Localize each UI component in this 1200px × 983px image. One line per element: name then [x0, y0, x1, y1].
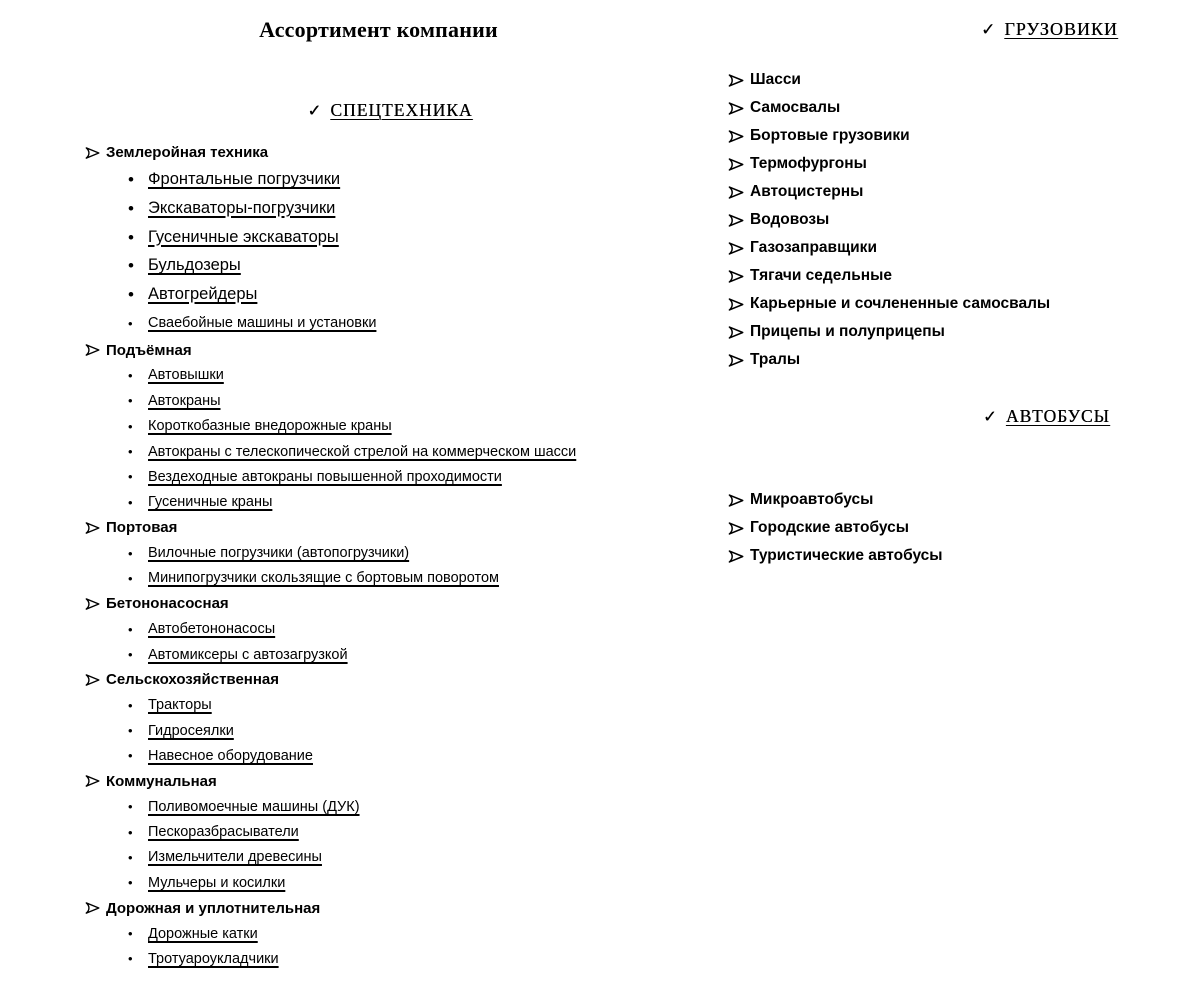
item-label: Автоцистерны [750, 183, 864, 200]
checkmark-icon: ✓ [983, 407, 997, 426]
item-link[interactable]: Вилочные погрузчики (автопогрузчики) [148, 545, 410, 562]
section-link-spectech[interactable]: СПЕЦТЕХНИКА [330, 100, 473, 120]
item-link[interactable]: Экскаваторы-погрузчики [148, 198, 336, 217]
list-item [85, 794, 685, 819]
list-item [728, 150, 1188, 178]
category-label: Сельскохозяйственная [106, 671, 279, 689]
arrowhead-icon [728, 354, 744, 367]
item-link[interactable]: Гидросеялки [148, 722, 234, 739]
arrowhead-icon [728, 242, 744, 255]
arrowhead-icon [728, 74, 744, 87]
category-label: Портовая [106, 519, 178, 537]
category-label: Дорожная и уплотнительная [106, 899, 321, 917]
list-item [85, 870, 685, 895]
item-label: Газозаправщики [750, 239, 877, 256]
list-item [85, 616, 685, 641]
list-item [85, 439, 685, 464]
arrowhead-icon [85, 522, 100, 534]
list-item [85, 540, 685, 565]
list-item [85, 251, 685, 280]
bullet-icon: • [128, 227, 134, 247]
bullet-icon: • [128, 393, 133, 409]
bullet-icon: • [128, 418, 133, 434]
list-item [85, 566, 685, 591]
list-item [85, 194, 685, 223]
bullet-icon: • [128, 621, 133, 637]
trucks-list [728, 66, 1188, 374]
list-item [85, 743, 685, 768]
category-row [85, 337, 685, 362]
list-item [85, 718, 685, 743]
list-item [728, 514, 1188, 542]
arrowhead-icon [728, 494, 744, 507]
list-item [85, 921, 685, 946]
category-label: Подъёмная [106, 341, 192, 359]
item-label: Тягачи седельные [750, 267, 892, 284]
list-item [85, 388, 685, 413]
list-item [85, 642, 685, 667]
section-header-trucks [981, 19, 1118, 40]
item-link[interactable]: Дорожные катки [148, 925, 258, 942]
bullet-icon: • [128, 799, 133, 815]
bullet-icon: • [128, 545, 133, 561]
arrowhead-icon [728, 158, 744, 171]
arrowhead-icon [728, 102, 744, 115]
item-link[interactable]: Измельчители древесины [148, 849, 322, 866]
page-title: Ассортимент компании [259, 17, 498, 42]
section-link-trucks[interactable]: ГРУЗОВИКИ [1004, 19, 1118, 39]
arrowhead-icon [85, 344, 100, 356]
item-link[interactable]: Автокраны [148, 392, 221, 409]
bullet-icon: • [128, 723, 133, 739]
arrowhead-icon [728, 326, 744, 339]
item-link[interactable]: Тракторы [148, 697, 212, 714]
bullet-icon: • [128, 494, 133, 510]
item-link[interactable]: Навесное оборудование [148, 747, 313, 764]
section-header-buses [983, 406, 1110, 427]
spectech-list [85, 140, 685, 972]
bullet-icon: • [128, 824, 133, 840]
item-label: Водовозы [750, 211, 830, 228]
list-item [728, 234, 1188, 262]
section-header-spectech-wrap [0, 100, 780, 121]
bullet-icon: • [128, 284, 134, 304]
buses-list [728, 486, 1188, 570]
item-link[interactable]: Автобетононасосы [148, 621, 276, 638]
item-label: Городские автобусы [750, 519, 909, 536]
list-item [85, 819, 685, 844]
item-link[interactable]: Гусеничные краны [148, 494, 273, 511]
category-label: Бетононасосная [106, 595, 229, 613]
item-link[interactable]: Минипогрузчики скользящие с бортовым поворотом [148, 570, 499, 587]
category-label: Землеройная техника [106, 144, 269, 162]
bullet-icon: • [128, 748, 133, 764]
item-label: Прицепы и полуприцепы [750, 323, 945, 340]
list-item [85, 414, 685, 439]
item-link[interactable]: Автокраны с телескопической стрелой на коммерческом шасси [148, 443, 577, 460]
category-row [85, 896, 685, 921]
list-item [728, 290, 1188, 318]
bullet-icon: • [128, 315, 133, 331]
list-item [85, 693, 685, 718]
arrowhead-icon [85, 147, 100, 159]
list-item [85, 165, 685, 194]
bullet-icon: • [128, 926, 133, 942]
category-row [85, 667, 685, 692]
list-item [728, 122, 1188, 150]
arrowhead-icon [728, 550, 744, 563]
item-link[interactable]: Фронтальные погрузчики [148, 170, 341, 189]
list-item [728, 318, 1188, 346]
arrowhead-icon [728, 214, 744, 227]
item-label: Микроавтобусы [750, 491, 874, 508]
bullet-icon: • [128, 444, 133, 460]
bullet-icon: • [128, 647, 133, 663]
list-item [85, 464, 685, 489]
list-item [85, 946, 685, 971]
item-link[interactable]: Поливомоечные машины (ДУК) [148, 798, 360, 815]
item-label: Тралы [750, 351, 801, 368]
list-item [728, 178, 1188, 206]
arrowhead-icon [85, 598, 100, 610]
arrowhead-icon [728, 298, 744, 311]
category-row [85, 591, 685, 616]
item-label: Термофургоны [750, 155, 867, 172]
bullet-icon: • [128, 469, 133, 485]
bullet-icon: • [128, 256, 134, 276]
item-label: Карьерные и сочлененные самосвалы [750, 295, 1051, 312]
item-link[interactable]: Автогрейдеры [148, 284, 258, 303]
list-item [85, 490, 685, 515]
arrowhead-icon [85, 674, 100, 686]
bullet-icon: • [128, 170, 134, 190]
checkmark-icon: ✓ [307, 101, 322, 120]
item-link[interactable]: Бульдозеры [148, 256, 241, 275]
bullet-icon: • [128, 570, 133, 586]
item-label: Бортовые грузовики [750, 127, 910, 144]
item-link[interactable]: Тротуароукладчики [148, 950, 279, 967]
arrowhead-icon [85, 775, 100, 787]
category-row [85, 515, 685, 540]
bullet-icon: • [128, 697, 133, 713]
list-item [728, 94, 1188, 122]
list-item [85, 845, 685, 870]
list-item [728, 542, 1188, 570]
bullet-icon: • [128, 875, 133, 891]
list-item [728, 206, 1188, 234]
bullet-icon: • [128, 849, 133, 865]
arrowhead-icon [728, 270, 744, 283]
item-link[interactable]: Вездеходные автокраны повышенной проходимости [148, 468, 502, 485]
item-label: Туристические автобусы [750, 547, 943, 564]
category-label: Коммунальная [106, 772, 217, 790]
bullet-icon: • [128, 198, 134, 218]
item-link[interactable]: Пескоразбрасыватели [148, 824, 299, 841]
list-item [85, 363, 685, 388]
list-item [728, 262, 1188, 290]
list-item [85, 309, 685, 338]
list-item [728, 66, 1188, 94]
list-item [728, 486, 1188, 514]
item-label: Самосвалы [750, 99, 841, 116]
item-label: Шасси [750, 71, 801, 88]
bullet-icon: • [128, 951, 133, 967]
list-item [85, 223, 685, 252]
item-link[interactable]: Автовышки [148, 367, 224, 384]
category-row [85, 140, 685, 165]
item-link[interactable]: Сваебойные машины и установки [148, 315, 377, 332]
category-row [85, 769, 685, 794]
item-link[interactable]: Короткобазные внедорожные краны [148, 418, 392, 435]
arrowhead-icon [728, 130, 744, 143]
section-link-buses[interactable]: АВТОБУСЫ [1005, 406, 1110, 426]
item-link[interactable]: Мульчеры и косилки [148, 874, 286, 891]
checkmark-icon: ✓ [981, 20, 996, 40]
arrowhead-icon [728, 186, 744, 199]
arrowhead-icon [85, 902, 100, 914]
arrowhead-icon [728, 522, 744, 535]
list-item [728, 346, 1188, 374]
item-link[interactable]: Гусеничные экскаваторы [148, 227, 339, 246]
item-link[interactable]: Автомиксеры с автозагрузкой [148, 646, 348, 663]
list-item [85, 280, 685, 309]
section-header-spectech [307, 100, 472, 121]
bullet-icon: • [128, 367, 133, 383]
